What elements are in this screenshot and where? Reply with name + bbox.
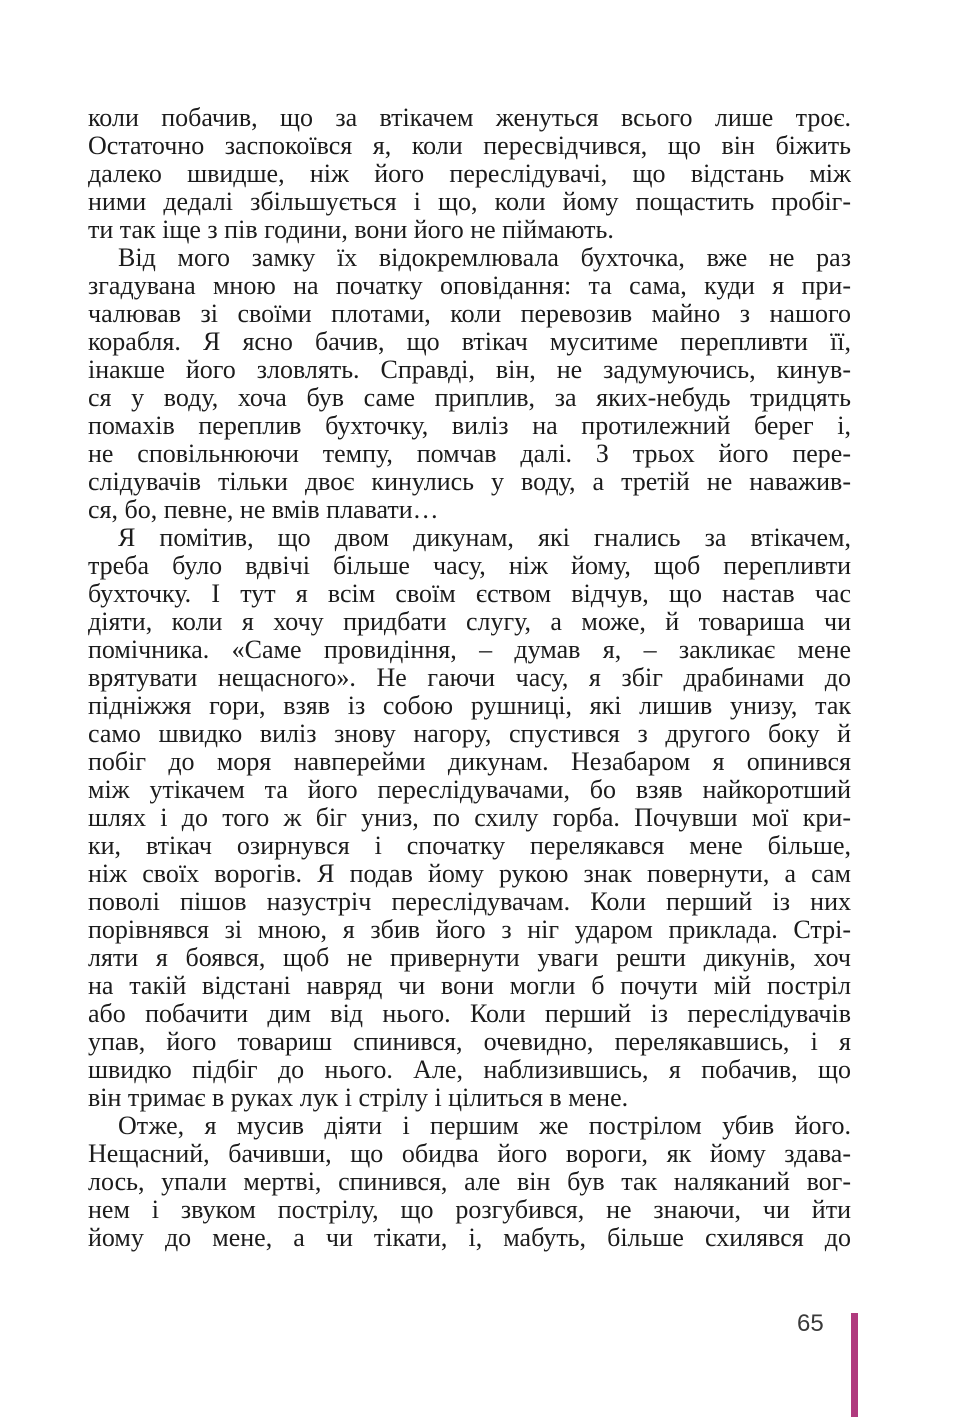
- text-line: ними дедалі збільшується і що, коли йому пощастить пробіг-: [88, 187, 851, 216]
- text-line: ляти я боявся, щоб не привернути уваги решти дикунів, хоч: [88, 943, 851, 972]
- text-line: Від мого замку їх відокремлювала бухточка, вже не раз: [118, 243, 851, 272]
- text-line: порівнявся зі мною, я збив його з ніг ударом приклада. Стрі-: [88, 915, 851, 944]
- paragraph: [88, 104, 851, 244]
- text-line: Я помітив, що двом дикунам, які гнались за втікачем,: [118, 523, 851, 552]
- body-text: [88, 104, 851, 1252]
- text-line: лось, упали мертві, спинився, але він був так наляканий вог-: [88, 1167, 851, 1196]
- paragraph: [88, 1112, 851, 1252]
- paragraph: [88, 524, 851, 1112]
- text-line: помічника. «Саме провидіння, – думав я, – закликає мене: [88, 635, 851, 664]
- text-line: на такій відстані навряд чи вони могли б почути мій постріл: [88, 971, 851, 1000]
- text-line: ти так іще з пів години, вони його не піймають.: [88, 215, 614, 244]
- accent-bar: [851, 1313, 858, 1417]
- text-line: бухточку. І тут я всім своїм єством відчув, що настав час: [88, 579, 851, 608]
- text-line: помахів переплив бухточку, виліз на протилежний берег і,: [88, 411, 851, 440]
- paragraph: [88, 244, 851, 524]
- text-line: підніжжя гори, взяв із собою рушниці, які лишив унизу, так: [88, 691, 851, 720]
- text-line: нем і звуком пострілу, що розгубився, не знаючи, чи йти: [88, 1195, 851, 1224]
- text-line: ніж своїх ворогів. Я подав йому рукою знак повернути, а сам: [88, 859, 851, 888]
- text-line: інакше його зловлять. Справді, він, не задумуючись, кинув-: [88, 355, 851, 384]
- text-line: побіг до моря навперейми дикунам. Незабаром я опинився: [88, 747, 851, 776]
- text-line: між утікачем та його переслідувачами, бо взяв найкоротший: [88, 775, 851, 804]
- text-line: чалював зі своїми плотами, коли перевозив майно з нашого: [88, 299, 851, 328]
- text-line: він тримає в руках лук і стрілу і цілиться в мене.: [88, 1083, 629, 1112]
- text-line: ся у воду, хоча був саме приплив, за яких-небудь тридцять: [88, 383, 851, 412]
- text-line: шлях і до того ж біг униз, по схилу горба. Почувши мої кри-: [88, 803, 851, 832]
- text-line: Остаточно заспокоївся я, коли пересвідчився, що він біжить: [88, 131, 851, 160]
- text-line: діяти, коли я хочу придбати слугу, а може, й товариша чи: [88, 607, 851, 636]
- text-line: врятувати нещасного». Не гаючи часу, я збіг драбинами до: [88, 663, 851, 692]
- text-line: упав, його товариш спинився, очевидно, перелякавшись, і я: [88, 1027, 851, 1056]
- text-line: далеко швидше, ніж його переслідувачі, що відстань між: [88, 159, 851, 188]
- text-line: або побачити дим від нього. Коли перший із переслідувачів: [88, 999, 851, 1028]
- text-line: Отже, я мусив діяти і першим же пострілом убив його.: [118, 1111, 851, 1140]
- text-line: само швидко виліз знову нагору, спустився з другого боку й: [88, 719, 851, 748]
- text-line: не сповільнюючи темпу, помчав далі. З трьох його пере-: [88, 439, 851, 468]
- text-line: згадувана мною на початку оповідання: та сама, куди я при-: [88, 271, 851, 300]
- text-line: швидко підбіг до нього. Але, наблизившись, я побачив, що: [88, 1055, 851, 1084]
- text-line: корабля. Я ясно бачив, що втікач муситиме перепливти її,: [88, 327, 851, 356]
- text-line: ки, втікач озирнувся і спочатку перелякався мене більше,: [88, 831, 851, 860]
- text-line: коли побачив, що за втікачем женуться всього лише троє.: [88, 103, 851, 132]
- text-line: йому до мене, а чи тікати, і, мабуть, більше схилявся до: [88, 1223, 851, 1252]
- page-number: 65: [797, 1310, 824, 1337]
- text-line: поволі пішов назустріч переслідувачам. Коли перший із них: [88, 887, 851, 916]
- text-line: слідувачів тільки двоє кинулись у воду, а третій не наважив-: [88, 467, 851, 496]
- text-line: ся, бо, певне, не вмів плавати…: [88, 495, 439, 524]
- text-line: треба було вдвічі більше часу, ніж йому, щоб перепливти: [88, 551, 851, 580]
- text-line: Нещасний, бачивши, що обидва його вороги, як йому здава-: [88, 1139, 851, 1168]
